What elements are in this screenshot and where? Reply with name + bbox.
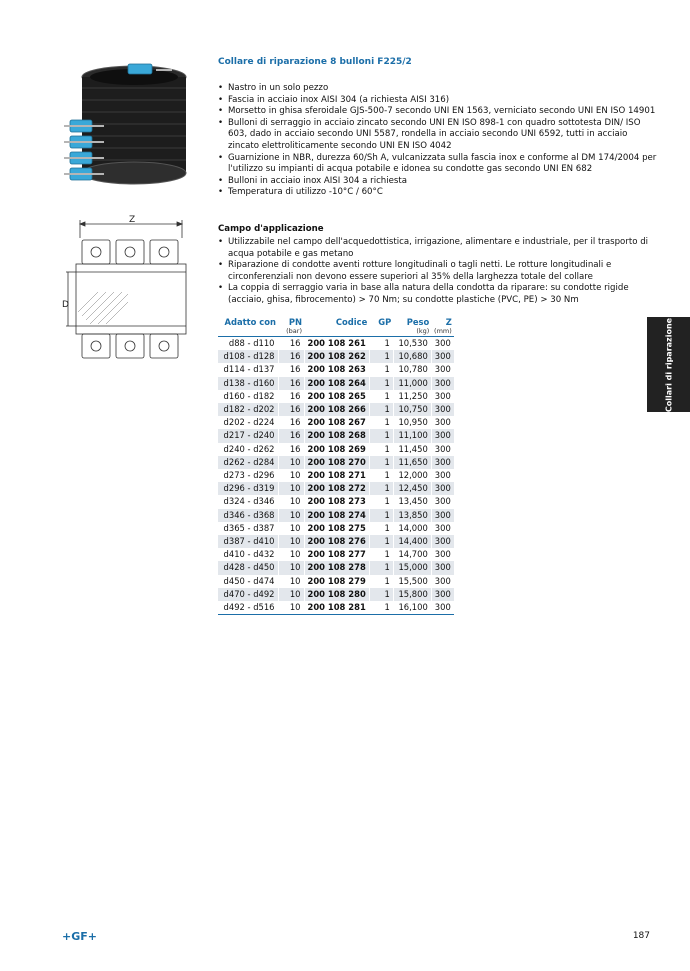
cell-adatto-con: d202 - d224 [223,417,275,428]
cell-adatto-con: d262 - d284 [218,456,278,469]
cell-z: 300 [431,429,454,442]
cell-gp: 1 [369,482,393,495]
cell-z: 300 [431,482,454,495]
cell-codice: 200 108 280 [304,588,369,601]
cell-gp: 1 [369,575,393,588]
cell-codice: 200 108 265 [304,390,369,403]
cell-z: 300 [431,416,454,429]
cell-gp: 1 [369,495,393,508]
spec-table [218,317,454,615]
cell-adatto-con: d346 - d368 [218,509,278,522]
cell-gp: 1 [369,429,393,442]
cell-pn: 10 [278,588,304,601]
cell-z: 300 [431,548,454,561]
cell-peso: 14,700 [393,548,431,561]
cell-pn: 16 [278,337,304,351]
cell-pn: 10 [278,575,304,588]
cell-pn: 16 [278,429,304,442]
cell-peso: 10,680 [393,350,431,363]
cell-codice: 200 108 261 [304,337,369,351]
cell-gp: 1 [369,456,393,469]
cell-peso: 12,000 [393,469,431,482]
table-row [218,350,454,363]
header-gp: GP [369,317,393,337]
technical-drawing [58,212,208,377]
cell-codice: 200 108 277 [304,548,369,561]
cell-z: 300 [431,443,454,456]
cell-peso: 15,800 [393,588,431,601]
table-row [218,469,454,482]
table-row [218,337,454,351]
cell-peso: 10,950 [393,416,431,429]
cell-peso: 12,450 [393,482,431,495]
header-adatto-con: Adatto con [218,317,278,337]
header-z: Z (mm) [431,317,454,337]
cell-z: 300 [431,601,454,615]
cell-peso: 13,850 [393,509,431,522]
cell-adatto-con: d410 - d432 [223,549,275,560]
cell-codice: 200 108 276 [304,535,369,548]
cell-codice: 200 108 273 [304,495,369,508]
cell-gp: 1 [369,363,393,376]
section-side-tab [647,317,690,412]
cell-z: 300 [431,561,454,574]
table-row [218,403,454,416]
cell-codice: 200 108 267 [304,416,369,429]
cell-adatto-con: d365 - d387 [223,522,275,533]
section-side-tab-label: Collari di riparazione [664,317,673,412]
table-row [218,482,454,495]
cell-z: 300 [431,495,454,508]
feature-item: • Bulloni in acciaio inox AISI 304 a richiesta [218,176,658,188]
cell-pn: 10 [278,548,304,561]
feature-item: • Fascia in acciaio inox AISI 304 (a richiesta AISI 316) [218,95,658,107]
cell-codice: 200 108 264 [304,377,369,390]
table-row [218,588,454,601]
feature-item: • Bulloni di serraggio in acciaio zincato secondo UNI EN ISO 898-1 con quadro sottotesta DIN/ ISO 603, dado in acciaio secondo UNI 5587, rondella in acciaio secondo UNI 6592, tutti in acciaio zincato elettroliticamente secondo UNI EN ISO 4042 [218,118,658,153]
cell-codice: 200 108 263 [304,363,369,376]
cell-peso: 10,530 [393,337,431,351]
cell-peso: 15,000 [393,561,431,574]
cell-adatto-con: d450 - d474 [223,575,275,586]
table-row [218,535,454,548]
feature-item: • Guarnizione in NBR, durezza 60/Sh A, vulcanizzata sulla fascia inox e conforme al DM 174/2004 per l'utilizzo su impianti di acqua potabile e idonea su condotte gas secondo UNI EN 682 [218,153,658,176]
cell-pn: 16 [278,416,304,429]
applications-list [218,237,658,307]
table-row [218,443,454,456]
cell-z: 300 [431,403,454,416]
cell-z: 300 [431,575,454,588]
cell-gp: 1 [369,390,393,403]
cell-gp: 1 [369,601,393,615]
cell-pn: 10 [278,561,304,574]
table-row [218,575,454,588]
cell-pn: 10 [278,509,304,522]
cell-codice: 200 108 269 [304,443,369,456]
feature-item: • Temperatura di utilizzo -10°C / 60°C [218,187,658,199]
cell-codice: 200 108 268 [304,429,369,442]
cell-codice: 200 108 270 [304,456,369,469]
cell-pn: 16 [278,443,304,456]
cell-gp: 1 [369,522,393,535]
cell-pn: 16 [278,390,304,403]
table-row [218,377,454,390]
applications-heading: Campo d'applicazione [218,224,324,234]
cell-adatto-con: d428 - d450 [218,561,278,574]
application-item: • Riparazione di condotte aventi rotture longitudinali o tagli netti. Le rotture longitudinali e circonferenziali non devono essere superiori al 35% della larghezza totale del collare [218,260,658,283]
cell-gp: 1 [369,443,393,456]
table-row [218,429,454,442]
cell-peso: 14,400 [393,535,431,548]
cell-peso: 11,000 [393,377,431,390]
product-title: Collare di riparazione 8 bulloni F225/2 [218,57,412,67]
feature-item: • Nastro in un solo pezzo [218,83,658,95]
cell-codice: 200 108 271 [304,469,369,482]
cell-pn: 16 [278,403,304,416]
cell-adatto-con: d182 - d202 [218,403,278,416]
header-codice: Codice [304,317,369,337]
cell-codice: 200 108 275 [304,522,369,535]
cell-peso: 11,250 [393,390,431,403]
page-number: 187 [632,931,650,941]
cell-adatto-con: d88 - d110 [228,338,275,348]
cell-adatto-con: d296 - d319 [218,482,278,495]
dimension-d-label: D [62,300,69,310]
application-item: • La coppia di serraggio varia in base alla natura della condotta da riparare: su condotte rigide (acciaio, ghisa, fibrocemento) > 70 Nm; su condotte plastiche (PVC, PE) > 30 Nm [218,283,658,306]
cell-adatto-con: d138 - d160 [218,377,278,390]
cell-gp: 1 [369,416,393,429]
table-row [218,416,454,429]
dimension-z-label: Z [129,215,136,225]
cell-pn: 16 [278,363,304,376]
cell-peso: 10,780 [393,363,431,376]
cell-gp: 1 [369,350,393,363]
cell-peso: 14,000 [393,522,431,535]
cell-z: 300 [431,363,454,376]
cell-z: 300 [431,469,454,482]
cell-adatto-con: d324 - d346 [223,496,275,507]
cell-peso: 16,100 [393,601,431,615]
cell-pn: 10 [278,456,304,469]
cell-pn: 10 [278,601,304,615]
header-peso: Peso (kg) [393,317,431,337]
cell-adatto-con: d160 - d182 [223,390,275,401]
table-row [218,548,454,561]
cell-adatto-con: d240 - d262 [223,443,275,454]
table-row [218,601,454,615]
cell-gp: 1 [369,588,393,601]
cell-codice: 200 108 274 [304,509,369,522]
cell-adatto-con: d217 - d240 [218,429,278,442]
cell-z: 300 [431,535,454,548]
cell-adatto-con: d114 - d137 [223,364,275,375]
gf-logo: +GF+ [62,930,97,943]
cell-codice: 200 108 272 [304,482,369,495]
cell-gp: 1 [369,469,393,482]
table-row [218,456,454,469]
cell-codice: 200 108 279 [304,575,369,588]
feature-list [218,83,658,199]
cell-peso: 11,450 [393,443,431,456]
cell-adatto-con: d108 - d128 [218,350,278,363]
cell-gp: 1 [369,509,393,522]
cell-z: 300 [431,509,454,522]
table-row [218,363,454,376]
cell-codice: 200 108 278 [304,561,369,574]
cell-peso: 13,450 [393,495,431,508]
cell-gp: 1 [369,337,393,351]
table-row [218,522,454,535]
spec-table-body [218,337,454,615]
application-item: • Utilizzabile nel campo dell'acquedottistica, irrigazione, alimentare e industriale, per il trasporto di acqua potabile e gas metano [218,237,658,260]
cell-gp: 1 [369,377,393,390]
cell-adatto-con: d470 - d492 [218,588,278,601]
header-pn: PN (bar) [278,317,304,337]
table-row [218,495,454,508]
cell-pn: 10 [278,469,304,482]
cell-z: 300 [431,522,454,535]
cell-pn: 10 [278,482,304,495]
cell-adatto-con: d273 - d296 [223,470,275,481]
feature-item: • Morsetto in ghisa sferoidale GJS-500-7 secondo UNI EN 1563, verniciato secondo UNI EN ISO 14901 [218,106,658,118]
cell-z: 300 [431,390,454,403]
product-photo [62,58,194,193]
cell-gp: 1 [369,535,393,548]
cell-pn: 10 [278,495,304,508]
cell-adatto-con: d492 - d516 [218,601,278,615]
cell-codice: 200 108 266 [304,403,369,416]
cell-z: 300 [431,377,454,390]
cell-pn: 16 [278,350,304,363]
cell-peso: 10,750 [393,403,431,416]
cell-z: 300 [431,588,454,601]
cell-codice: 200 108 262 [304,350,369,363]
table-row [218,390,454,403]
spec-table-header [218,317,454,337]
cell-peso: 11,650 [393,456,431,469]
table-row [218,509,454,522]
cell-z: 300 [431,350,454,363]
cell-z: 300 [431,337,454,351]
cell-pn: 16 [278,377,304,390]
table-row [218,561,454,574]
cell-gp: 1 [369,561,393,574]
cell-adatto-con: d387 - d410 [218,535,278,548]
cell-peso: 15,500 [393,575,431,588]
cell-peso: 11,100 [393,429,431,442]
cell-gp: 1 [369,548,393,561]
cell-codice: 200 108 281 [304,601,369,615]
cell-pn: 10 [278,535,304,548]
cell-z: 300 [431,456,454,469]
cell-pn: 10 [278,522,304,535]
cell-gp: 1 [369,403,393,416]
